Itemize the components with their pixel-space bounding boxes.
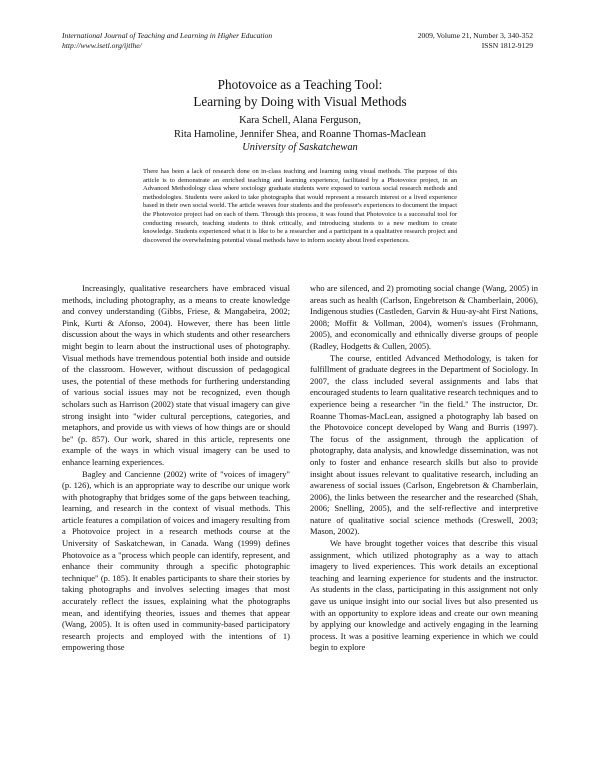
paragraph: who are silenced, and 2) promoting social change (Wang, 2005) in areas such as health (Carlson, Engebretson & Chamberlain, 2006), Indigenous studies (Castleden, Garvin & Huu-ay-aht First Nations, 2008; Moffit & Vollman, 2004), women's issues (Frohmann, 2005), and economically and ethnically diverse groups of people (Radley, Hodgetts & Cullen, 2005). <box>310 283 538 351</box>
affiliation: University of Saskatchewan <box>242 142 358 153</box>
paragraph: We have brought together voices that describe this visual assignment, which utilized photography as a way to attach imagery to lived experiences. This work details an exceptional teaching and learning experience for students and the instructor. As students in the class, participating in this assignment not only gave us unique insight into our social lives but also presented us with an opportunity to explore ideas and create our own meaning by applying our knowledge and actively engaging in the learning process. It was a positive learning experience in which we could begin to explore <box>310 538 538 653</box>
title-line-2: Learning by Doing with Visual Methods <box>193 94 407 109</box>
journal-url: http://www.isetl.org/ijtlhe/ <box>62 41 142 50</box>
title-line-1: Photovoice as a Teaching Tool: <box>217 77 383 92</box>
author-block <box>0 114 600 155</box>
paragraph: The course, entitled Advanced Methodology, is taken for fulfillment of graduate degrees in the Department of Sociology. In 2007, the class included several assignments and labs that encouraged students to learn qualitative research techniques and to experience being a researcher "in the field." The instructor, Dr. Roanne Thomas-MacLean, assigned a photography lab based on the Photovoice concept developed by Wang and Burris (1997). The focus of the assignment, through the application of photography, data analysis, and knowledge dissemination, was not only to foster and enhance research skills but also to provide insight about issues relevant to qualitative research, including an awareness of social issues (Carlson, Engebretson & Chamberlain, 2006), the links between the researcher and the researched (Shah, 2006; Snelling, 2005), and the self-reflective and interpretive nature of qualitative social science methods (Creswell, 2003; Mason, 2002). <box>310 352 538 537</box>
body-column-left <box>62 283 290 654</box>
article-title <box>0 76 600 110</box>
issue-info: 2009, Volume 21, Number 3, 340-352 <box>417 31 533 40</box>
running-header-right <box>388 31 533 51</box>
body-column-right <box>310 283 538 654</box>
issn: ISSN 1812-9129 <box>481 41 533 50</box>
abstract: There has been a lack of research done on in-class teaching and learning using visual methods. The purpose of this article is to demonstrate an enriched teaching and learning experience, facilitated by a Photovoice project, in an Advanced Methodology class where sociology graduate students were exposed to various social research methods and methodologies. Students were asked to take photographs that would represent a research interest or a lived experience based in their own social world. The article weaves four students and the professor's experiences to document the impact the Photovoice project had on each of them. Through this process, it was found that Photovoice is a successful tool for conducting research, teaching students to think critically, and introducing students to a new medium to create knowledge. Students experienced what it is like to be a researcher and a participant in a qualitative research project and discovered the overwhelming potential visual methods have to inform society about lived experiences. <box>143 168 457 244</box>
journal-name: International Journal of Teaching and Learning in Higher Education <box>62 31 273 40</box>
authors-line-2: Rita Hamoline, Jennifer Shea, and Roanne Thomas-Maclean <box>174 128 426 140</box>
running-header-left <box>62 31 382 51</box>
authors-line-1: Kara Schell, Alana Ferguson, <box>239 115 361 126</box>
paragraph: Increasingly, qualitative researchers have embraced visual methods, including photography, as a means to create knowledge and convey understanding (Gibbs, Friese, & Mangabeira, 2002; Pink, Kurti & Afonso, 2004). However, there has been little discussion about the ways in which students and other researchers might begin to learn about the instructional uses of photography. Visual methods have tremendous potential both inside and outside of the classroom. However, without discussion of pedagogical uses, the potential of these methods for furthering understanding of various social issues may not be recognized, even though scholars such as Harrison (2002) state that visual imagery can give strong insight into "wider cultural perceptions, categories, and metaphors, and provide us with views of how things are or should be" (p. 857). Our work, shared in this article, represents one example of the ways in which visual imagery can be used to enhance learning experiences. <box>62 283 290 467</box>
paragraph: Bagley and Cancienne (2002) write of "voices of imagery" (p. 126), which is an appropriate way to describe our unique work with photography that bridges some of the gaps between teaching, learning, and research in the context of visual methods. This article features a compilation of voices and imagery resulting from a Photovoice project in a research methods course at the University of Saskatchewan, in Canada. Wang (1999) defines Photovoice as a "process which people can identify, represent, and enhance their community through a specific photographic technique" (p. 185). It enables participants to share their stories by taking photographs and involves selecting images that most accurately reflect the issues, explaining what the photographs mean, and identifying theories, issues and themes that appear (Wang, 2005). It is often used in community-based participatory research projects and employed with the intentions of 1) empowering those <box>62 468 290 653</box>
